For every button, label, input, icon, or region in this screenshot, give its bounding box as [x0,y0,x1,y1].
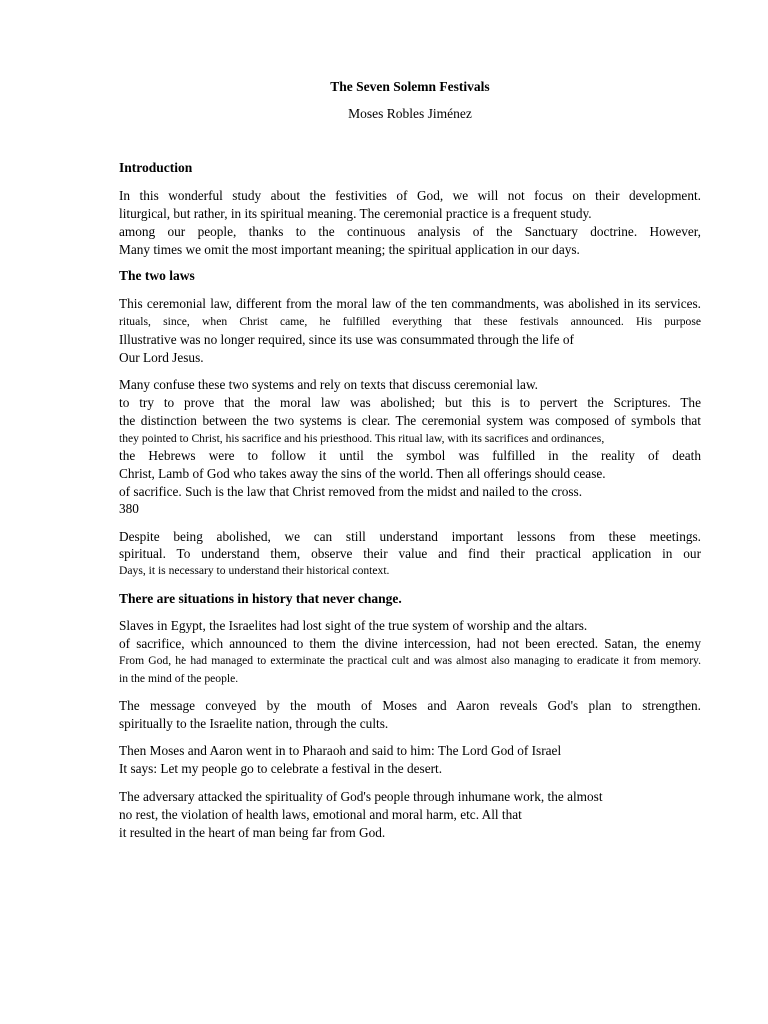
paragraph-line: Then Moses and Aaron went in to Pharaoh and said to him: The Lord God of Israel [119,743,562,758]
paragraph-line: to try to prove that the moral law was abolished; but this is to pervert the Scriptures. The [119,395,701,410]
paragraph-line: Our Lord Jesus. [119,350,204,365]
paragraph-line: no rest, the violation of health laws, emotional and moral harm, etc. All that [119,807,522,822]
paragraph-line: Days, it is necessary to understand their historical context. [119,564,390,577]
section-heading-history: There are situations in history that never change. [119,591,402,606]
paragraph-line: rituals, since, when Christ came, he fulfilled everything that these festivals announced. His purpose [119,315,701,328]
paragraph-line: it resulted in the heart of man being far from God. [119,825,386,840]
document-author: Moses Robles Jiménez [348,106,472,121]
paragraph-line: Slaves in Egypt, the Israelites had lost sight of the true system of worship and the altars. [119,618,588,633]
paragraph-line: Illustrative was no longer required, since its use was consummated through the life of [119,332,574,347]
paragraph-line: It says: Let my people go to celebrate a festival in the desert. [119,761,443,776]
paragraph-line: of sacrifice. Such is the law that Christ removed from the midst and nailed to the cross. [119,484,583,499]
paragraph-line: Despite being abolished, we can still understand important lessons from these meetings. [119,529,701,544]
document-title: The Seven Solemn Festivals [330,79,490,94]
paragraph-line: liturgical, but rather, in its spiritual meaning. The ceremonial practice is a frequent study. [119,206,592,221]
paragraph-line: spiritual. To understand them, observe their value and find their practical application in our [119,546,701,561]
paragraph-line: The adversary attacked the spirituality of God's people through inhumane work, the almost [119,789,603,804]
paragraph-line: Many confuse these two systems and rely on texts that discuss ceremonial law. [119,377,539,392]
paragraph-line: From God, he had managed to exterminate the practical cult and was almost also managing to eradicate it from memory. [119,654,701,667]
paragraph-line: in the mind of the people. [119,672,239,685]
paragraph-line: Many times we omit the most important meaning; the spiritual application in our days. [119,242,580,257]
paragraph-line: among our people, thanks to the continuous analysis of the Sanctuary doctrine. However, [119,224,701,239]
paragraph-line: they pointed to Christ, his sacrifice and his priesthood. This ritual law, with its sacrifices and ordinances, [119,432,605,445]
paragraph-line: The message conveyed by the mouth of Moses and Aaron reveals God's plan to strengthen. [119,698,701,713]
paragraph-line: spiritually to the Israelite nation, through the cults. [119,716,389,731]
section-heading-two-laws: The two laws [119,268,195,283]
paragraph-line: of sacrifice, which announced to them the divine intercession, had not been erected. Satan, the enemy [119,636,701,651]
paragraph-line: Christ, Lamb of God who takes away the sins of the world. Then all offerings should cease. [119,466,606,481]
paragraph-line: This ceremonial law, different from the moral law of the ten commandments, was abolished in its services. [119,296,701,311]
section-heading-introduction: Introduction [119,160,193,175]
paragraph-line: In this wonderful study about the festivities of God, we will not focus on their development. [119,188,701,203]
page-number-ref: 380 [119,501,139,516]
paragraph-line: the Hebrews were to follow it until the symbol was fulfilled in the reality of death [119,448,701,463]
paragraph-line: the distinction between the two systems is clear. The ceremonial system was composed of symbols that [119,413,701,428]
